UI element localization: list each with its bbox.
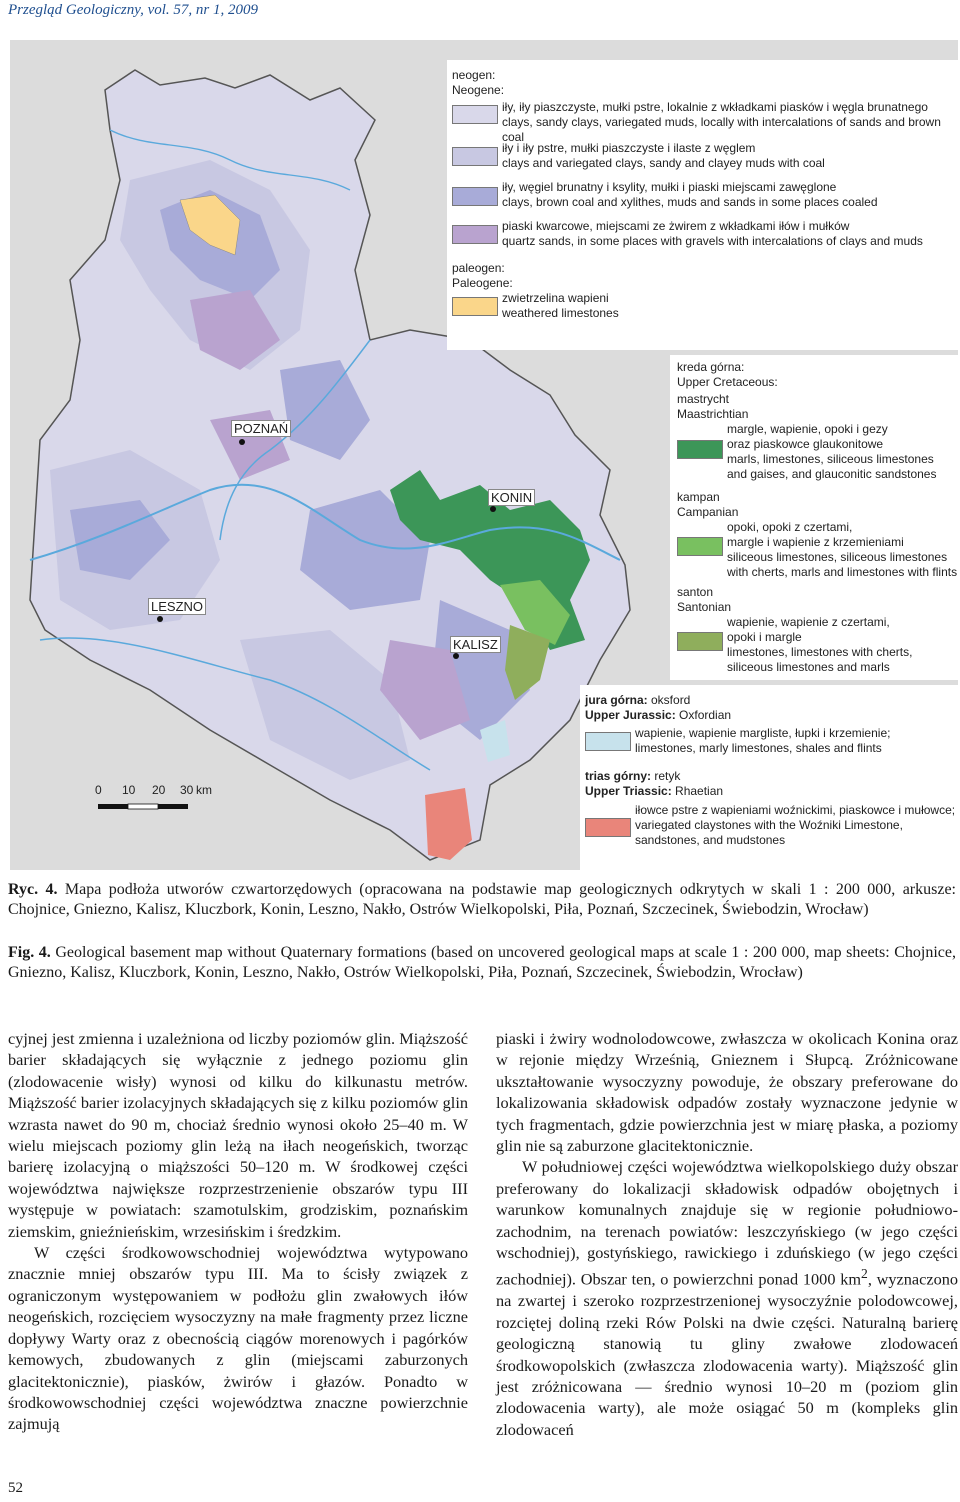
caption-pl-label: Ryc. 4.: [8, 881, 58, 898]
legend-jurassic-en-rest: Oxfordian: [675, 708, 732, 722]
legend-cretaceous-pl: kreda górna:: [677, 360, 745, 374]
legend-jurassic-pl: [585, 693, 690, 708]
legend-swatch-variegated: [452, 105, 498, 124]
legend-santonian-desc-en-2: siliceous limestones and marls: [727, 660, 890, 674]
legend-santonian-pl: santon: [677, 585, 714, 599]
city-label-konin: KONIN: [488, 489, 535, 506]
scale-bar-segment: [98, 804, 128, 809]
right-column: [496, 1028, 958, 1440]
left-paragraph-1: cyjnej jest zmienna i uzależniona od liczby poziomów glin. Miąższość barier składających się wyłącznie z jednego poziomu glin (zlodowacenie wisły) wynosi od kilku do kilkunastu metrów. Miąższość barier izolacyjnych składających się z kilku poziomów glin wzrasta nawet do 90 m, chociaż średnio wynosi około 25–40 m. W wielu miejscach poziomy glin leżą na iłach neogeńskich, tworząc barierę izolacyjną o miąższości 50–120 m. W środkowej części województwa największe rozprzestrzenienie obszarów typu III występuje w powiatach: szamotulskim, grodziskim, poznańskim ziemskim, gnieźnieńskim, wrzesińskim i średzkim.: [8, 1029, 468, 1241]
legend-maastrichtian-desc-pl-1: margle, wapienie, opoki i gezy: [727, 422, 888, 436]
legend-santonian-en: Santonian: [677, 600, 732, 614]
legend-item-4-pl: piaski kwarcowe, miejscami ze żwirem z wkładkami iłów i mułków: [502, 219, 850, 233]
legend-triassic-pl: [585, 769, 680, 784]
legend-swatch-brown-coal: [452, 187, 498, 206]
legend-maastrichtian-desc-en-2: and gaises, and glauconitic sandstones: [727, 467, 937, 481]
journal-header: Przegląd Geologiczny, vol. 57, nr 1, 2009: [8, 2, 258, 18]
legend-jurassic-en: [585, 708, 731, 723]
legend-paleogene-item-pl: zwietrzelina wapieni: [502, 291, 609, 305]
legend-swatch-santonian: [677, 632, 723, 651]
legend-swatch-quartz-sands: [452, 225, 498, 244]
legend-item-3-en: clays, brown coal and xylithes, muds and sands in some places coaled: [502, 195, 878, 209]
scale-label-20: 20: [152, 783, 166, 797]
legend-campanian-desc-pl-2: margle i wapienie z krzemieniami: [727, 535, 904, 549]
city-label-leszno: LESZNO: [148, 598, 206, 615]
legend-triassic-en: [585, 784, 723, 799]
rhaetian-area: [425, 788, 472, 860]
legend-triassic-pl-rest: retyk: [651, 769, 681, 783]
caption-en-label: Fig. 4.: [8, 944, 51, 961]
city-label-kalisz: KALISZ: [450, 636, 501, 653]
city-label-poznan: POZNAŃ: [231, 420, 291, 437]
city-dot-kalisz: [453, 653, 459, 659]
legend-neogene-pl: neogen:: [452, 68, 496, 82]
caption-pl-text: Mapa podłoża utworów czwartorzędowych (opracowana na podstawie map geologicznych odkrytych w skali 1 : 200 000, arkusze: Chojnice, Gniezno, Kalisz, Kluczbork, Konin, Leszno, Nakło, Ostrów Wielkopolski, Piła, Poznań, Szczecinek, Świebodzin, Wrocław): [8, 881, 956, 918]
legend-triassic-en-bold: Upper Triassic:: [585, 784, 672, 798]
legend-campanian-desc-en-1: siliceous limestones, siliceous limestones: [727, 550, 948, 564]
legend-campanian-desc-pl-1: opoki, opoki z czertami,: [727, 520, 853, 534]
legend-jurassic-desc-pl: wapienie, wapienie margliste, łupki i krzemienie;: [635, 726, 891, 740]
scale-bar-segment: [128, 804, 158, 809]
legend-maastrichtian-pl: mastrycht: [677, 392, 730, 406]
legend-maastrichtian-desc-pl-2: oraz piaskowce glaukonitowe: [727, 437, 884, 451]
city-dot-poznan: [239, 439, 245, 445]
legend-santonian-desc-en-1: limestones, limestones with cherts,: [727, 645, 913, 659]
legend-item-3-pl: iły, węgiel brunatny i ksylity, mułki i piaski miejscami zawęglone: [502, 180, 837, 194]
right-paragraph-2: [496, 1156, 958, 1440]
legend-swatch-weathered-limestones: [452, 297, 498, 316]
legend-item-1-en: clays, sandy clays, variegated muds, locally with intercalations of sands and brown coal: [502, 115, 941, 144]
legend-swatch-maastrichtian: [677, 440, 723, 459]
legend-item-4-en: quartz sands, in some places with gravels with intercalations of clays and muds: [502, 234, 923, 248]
legend-paleogene-pl: paleogen:: [452, 261, 505, 275]
legend-paleogene-item-en: weathered limestones: [502, 306, 619, 320]
legend-triassic-desc-en-1: variegated claystones with the Woźniki Limestone,: [635, 818, 903, 832]
legend-campanian-desc-en-2: with cherts, marls and limestones with flints: [727, 565, 958, 579]
scale-unit: km: [196, 783, 212, 797]
legend-swatch-clays: [452, 147, 498, 166]
legend-item-2-en: clays and variegated clays, sandy and clayey muds with coal: [502, 156, 825, 170]
legend-campanian-en: Campanian: [677, 505, 739, 519]
legend-jurassic-en-bold: Upper Jurassic:: [585, 708, 676, 722]
caption-en-text: Geological basement map without Quaternary formations (based on uncovered geological maps at scale 1 : 200 000, map sheets: Chojnice, Gniezno, Kalisz, Kluczbork, Konin, Leszno, Nakło, Ostrów Wielkopolski, Piła, Poznań, Szczecinek, Świebodzin, Wrocław): [8, 944, 956, 981]
scale-label-30: 30: [180, 783, 194, 797]
right-paragraph-1: piaski i żwiry wodnolodowcowe, zwłaszcza w okolicach Konina oraz w rejonie między Wrześnią, Gnieznem i Słupcą. Zróżnicowane ukształtowanie wysoczyzny powoduje, że obszary preferowane do lokalizowania składowisk odpadów zostały wyznaczone jedynie w tych fragmentach, gdzie powierzchnia jest w miarę płaska, a poziomy glin nie są zaburzone glacitektonicznie.: [496, 1029, 958, 1156]
legend-jurassic-pl-rest: oksford: [647, 693, 691, 707]
city-dot-konin: [490, 506, 496, 512]
right-paragraph-2-b: , wyznaczono na zwartej i szeroko rozprzestrzenionej wysoczyźnie polodowcowej, rozciętej doliną rzeki Rów Polski na dwie części. Naturalną barierę geologiczną stanowią tu gliny zwałowe zlodowaceń środkowopolskich (zwłaszcza zlodowacenia warty). Miąższość glin jest zróżnicowana — średnio wynosi 10–20 m (poziom glin zlodowacenia warty), ale może osiągać 50 m (kompleks glin zlodowaceń: [496, 1269, 958, 1439]
legend-cretaceous-en: Upper Cretaceous:: [677, 375, 778, 389]
legend-jurassic-pl-bold: jura górna:: [585, 693, 648, 707]
legend-swatch-rhaetian: [585, 818, 631, 837]
legend-item-2-pl: iły i iły pstre, mułki piaszczyste i ilaste z węglem: [502, 141, 756, 155]
figure-caption-pl: [8, 880, 956, 920]
scale-label-10: 10: [122, 783, 136, 797]
city-dot-leszno: [157, 616, 163, 622]
legend-maastrichtian-desc-en-1: marls, limestones, siliceous limestones: [727, 452, 934, 466]
left-paragraph-2: W części środkowowschodniej województwa wytypowano znacznie mniej obszarów typu III. Ma to ścisły związek z ograniczonym występowaniem w podłożu glin zwałowych iłów neogeńskich, rozcięciem wysoczyzny na małe fragmenty przez liczne dopływy Warty oraz z obecnością ciągów morenowych i pagórków kemowych, zbudowanych z glin (miejscami zaburzonych glacitektonicznie), piasków, żwirów i głazów. Ponadto w środkowowschodniej części województwa znaczne powierzchnie zajmują: [8, 1243, 468, 1434]
left-column: [8, 1028, 468, 1435]
legend-swatch-oxfordian: [585, 732, 631, 751]
geological-map-figure: [10, 40, 958, 870]
legend-triassic-en-rest: Rhaetian: [671, 784, 724, 798]
legend-swatch-campanian: [677, 537, 723, 556]
legend-triassic-pl-bold: trias górny:: [585, 769, 652, 783]
scale-bar-segment: [158, 804, 188, 809]
figure-caption-en: [8, 943, 956, 983]
legend-neogene-en: Neogene:: [452, 83, 505, 97]
legend-triassic-desc-en-2: sandstones, and mudstones: [635, 833, 786, 847]
legend-campanian-pl: kampan: [677, 490, 720, 504]
right-paragraph-2-sup: 2: [861, 1266, 868, 1282]
page-number: 52: [8, 1480, 23, 1496]
legend-triassic-desc-pl: iłowce pstre z wapieniami woźnickimi, piaskowce i mułowce;: [635, 803, 956, 817]
right-paragraph-2-a: W południowej części województwa wielkopolskiego duży obszar preferowany do lokalizacji składowisk odpadów obojętnych i warunkow komunalnych znajduje się w regionie południowo-zachodnim, na terenach powiatów: leszczyńskiego (w jego części wschodniej), gostyńskiego, rawickiego i zduńskiego (w jego części zachodniej). Obszar ten, o powierzchni ponad 1000 km: [496, 1157, 958, 1289]
legend-item-1-pl: iły, iły piaszczyste, mułki pstre, lokalnie z wkładkami piasków i węgla brunatnego: [502, 100, 928, 114]
legend-santonian-desc-pl-2: opoki i margle: [727, 630, 802, 644]
scale-label-0: 0: [95, 783, 102, 797]
legend-santonian-desc-pl-1: wapienie, wapienie z czertami,: [727, 615, 890, 629]
legend-jurassic-desc-en: limestones, marly limestones, shales and flints: [635, 741, 882, 755]
legend-paleogene-en: Paleogene:: [452, 276, 513, 290]
legend-maastrichtian-en: Maastrichtian: [677, 407, 749, 421]
